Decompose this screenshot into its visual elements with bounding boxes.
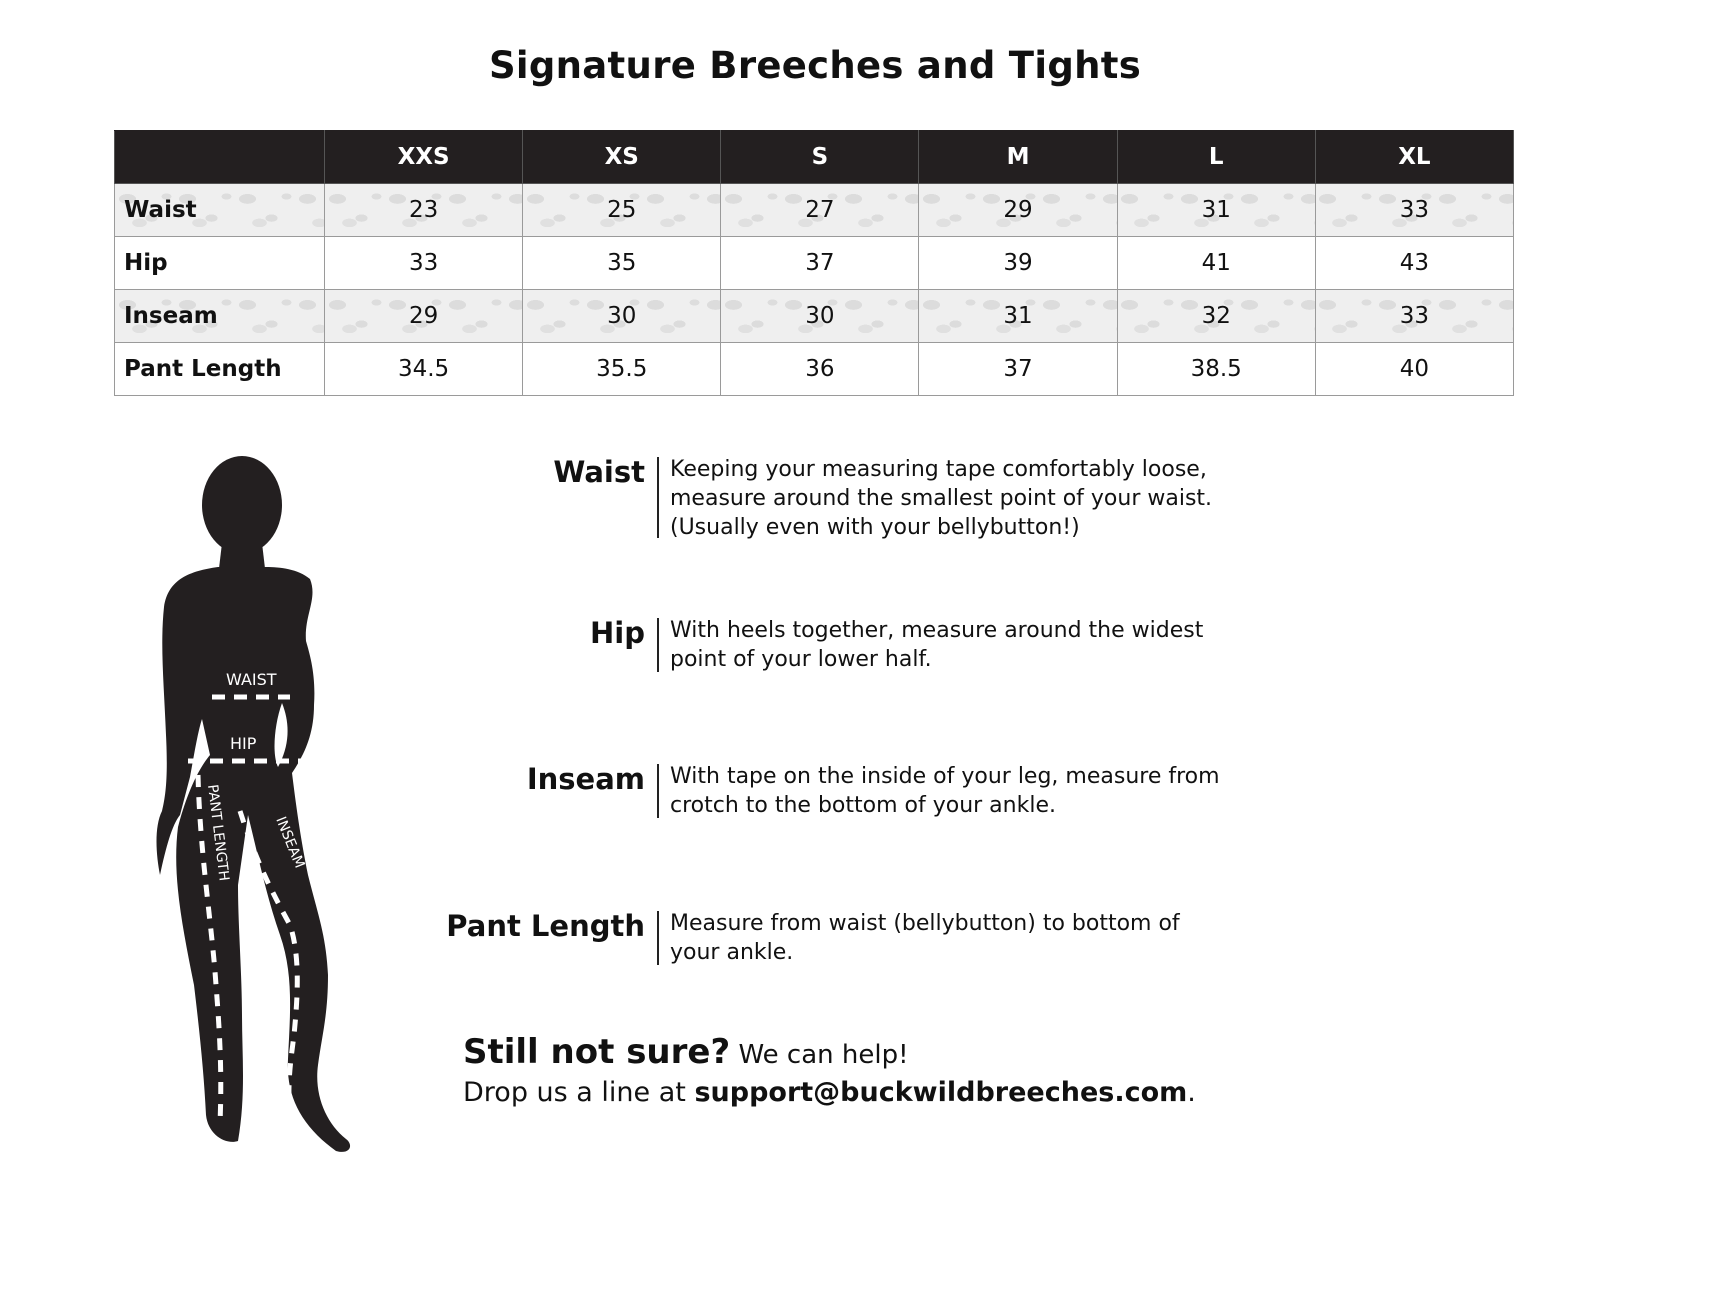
guide-item-pant-length xyxy=(420,909,1420,969)
table-cell: 33 xyxy=(1315,184,1513,237)
table-cell: 33 xyxy=(1315,290,1513,343)
table-cell: 36 xyxy=(721,343,919,396)
guide-text-line: Measure from waist (bellybutton) to bottom of xyxy=(670,911,1180,936)
size-header-xs: XS xyxy=(523,131,721,184)
table-cell: 30 xyxy=(721,290,919,343)
guide-text-line: crotch to the bottom of your ankle. xyxy=(670,793,1056,818)
guide-divider xyxy=(657,911,659,965)
table-cell: 29 xyxy=(325,290,523,343)
figure-label-hip: HIP xyxy=(230,734,257,753)
guide-text-line: measure around the smallest point of your waist. xyxy=(670,486,1213,511)
table-cell: 40 xyxy=(1315,343,1513,396)
guide-label: Waist xyxy=(553,455,645,489)
guide-text xyxy=(670,909,1370,967)
table-cell: 25 xyxy=(523,184,721,237)
table-cell: 31 xyxy=(919,290,1117,343)
figure-label-pant-length: PANT LENGTH xyxy=(204,783,232,882)
row-label: Pant Length xyxy=(115,343,325,396)
figure-label-waist: WAIST xyxy=(226,670,277,689)
figure-label-inseam: INSEAM xyxy=(272,814,308,871)
guide-label: Pant Length xyxy=(446,909,645,943)
guide-text-line: With tape on the inside of your leg, measure from xyxy=(670,764,1220,789)
guide-text xyxy=(670,762,1370,820)
guide-divider xyxy=(657,764,659,818)
table-row-inseam xyxy=(115,290,1514,343)
support-email-link[interactable]: support@buckwildbreeches.com xyxy=(694,1077,1188,1108)
size-header-xxs: XXS xyxy=(325,131,523,184)
guide-text xyxy=(670,616,1370,674)
help-contact-line xyxy=(463,1074,1463,1112)
page-title: Signature Breeches and Tights xyxy=(488,44,1142,87)
silhouette-shape xyxy=(157,456,351,1152)
help-section xyxy=(463,1033,1463,1112)
size-header-row xyxy=(115,131,1514,184)
table-cell: 41 xyxy=(1117,237,1315,290)
help-question: Still not sure? xyxy=(463,1032,731,1072)
help-question-line xyxy=(463,1033,1463,1074)
guide-divider xyxy=(657,618,659,672)
table-cell: 38.5 xyxy=(1117,343,1315,396)
table-cell: 29 xyxy=(919,184,1117,237)
guide-text-line: With heels together, measure around the widest xyxy=(670,618,1204,643)
table-row-waist xyxy=(115,184,1514,237)
help-question-tail: We can help! xyxy=(730,1040,909,1070)
guide-text xyxy=(670,455,1370,542)
table-cell: 30 xyxy=(523,290,721,343)
row-label: Hip xyxy=(115,237,325,290)
size-chart-table xyxy=(114,130,1514,396)
table-row-pant-length xyxy=(115,343,1514,396)
table-cell: 33 xyxy=(325,237,523,290)
size-header-xl: XL xyxy=(1315,131,1513,184)
guide-label: Inseam xyxy=(526,762,645,796)
guide-text-line: Keeping your measuring tape comfortably loose, xyxy=(670,457,1207,482)
table-cell: 39 xyxy=(919,237,1117,290)
row-label: Waist xyxy=(115,184,325,237)
measurement-figure xyxy=(150,455,390,1165)
guide-text-line: your ankle. xyxy=(670,940,794,965)
table-cell: 35 xyxy=(523,237,721,290)
table-cell: 23 xyxy=(325,184,523,237)
row-label: Inseam xyxy=(115,290,325,343)
table-cell: 32 xyxy=(1117,290,1315,343)
table-cell: 35.5 xyxy=(523,343,721,396)
size-header-s: S xyxy=(721,131,919,184)
guide-divider xyxy=(657,457,659,538)
size-header-m: M xyxy=(919,131,1117,184)
corner-cell xyxy=(115,131,325,184)
guide-text-line: point of your lower half. xyxy=(670,647,932,672)
guide-item-waist xyxy=(420,455,1420,545)
table-cell: 43 xyxy=(1315,237,1513,290)
guide-label: Hip xyxy=(590,616,645,650)
guide-item-hip xyxy=(420,616,1420,676)
table-cell: 37 xyxy=(919,343,1117,396)
table-cell: 37 xyxy=(721,237,919,290)
table-row-hip xyxy=(115,237,1514,290)
help-drop-prefix: Drop us a line at xyxy=(463,1077,695,1108)
body-silhouette-illustration xyxy=(150,455,390,1165)
table-cell: 34.5 xyxy=(325,343,523,396)
table-cell: 31 xyxy=(1117,184,1315,237)
guide-item-inseam xyxy=(420,762,1420,822)
guide-text-line: (Usually even with your bellybutton!) xyxy=(670,515,1080,540)
size-header-l: L xyxy=(1117,131,1315,184)
help-drop-suffix: . xyxy=(1187,1077,1196,1108)
table-cell: 27 xyxy=(721,184,919,237)
